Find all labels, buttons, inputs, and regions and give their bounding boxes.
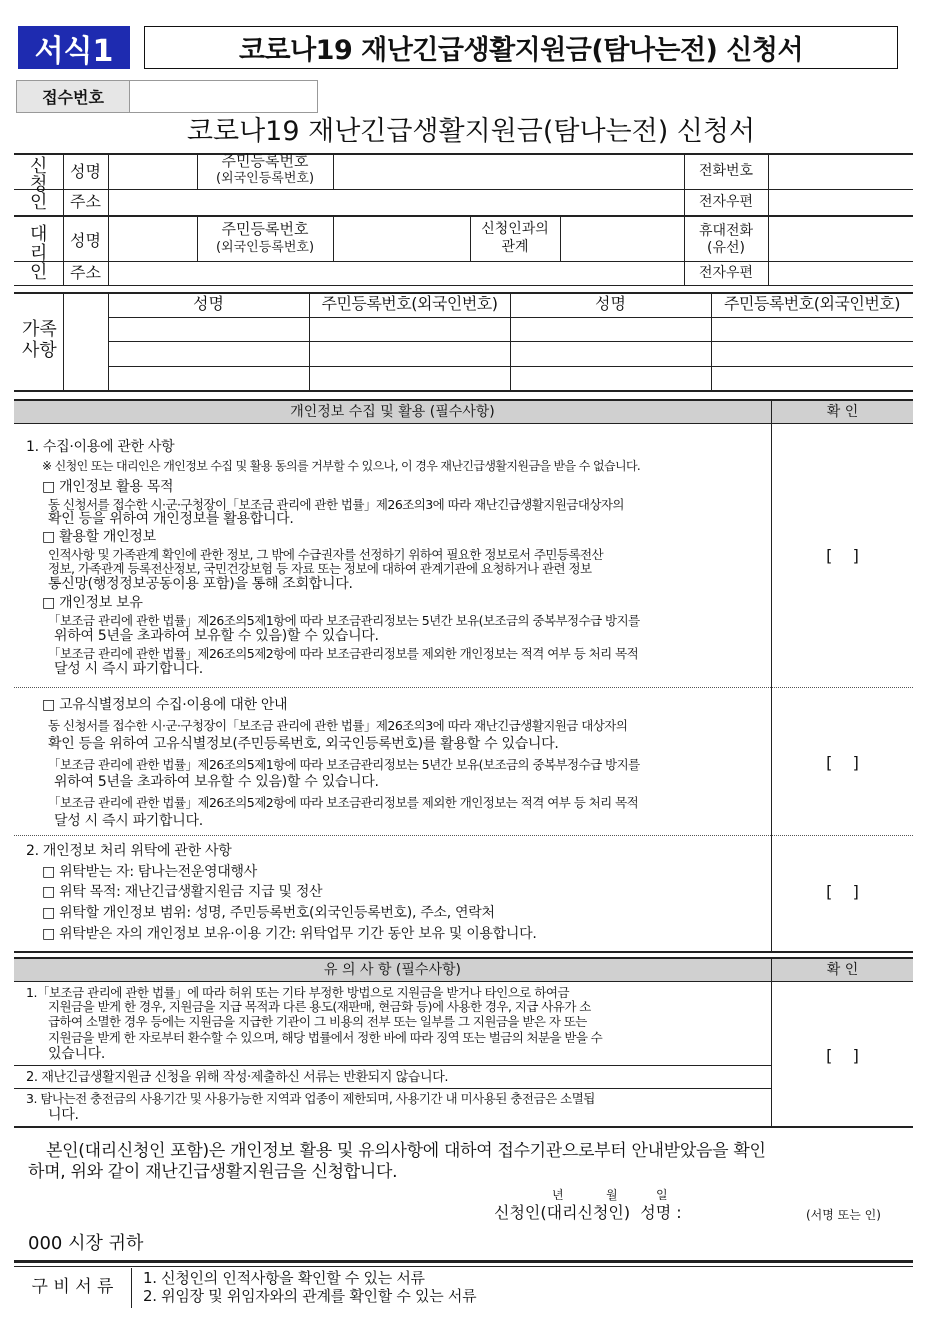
proxy-rrn-field[interactable] <box>334 217 470 261</box>
proxy-email-label: 전자우편 <box>698 265 754 281</box>
privacy-confirm-checkbox-3[interactable]: [ ] <box>826 882 859 901</box>
privacy-confirm-checkbox-2[interactable]: [ ] <box>826 753 859 772</box>
proxy-relation-label-2: 관계 <box>501 239 529 255</box>
proxy-section-char-2: 리 <box>30 243 48 264</box>
docs-label: 구 비 서 류 <box>31 1277 114 1297</box>
date-month-label: 월 <box>606 1188 618 1202</box>
title-box <box>144 26 898 69</box>
family-row-3-rrn-1[interactable] <box>310 367 510 390</box>
privacy-purpose-line-2: 확인 등을 위하여 개인정보를 활용합니다. <box>48 511 294 527</box>
receipt-label: 접수번호 <box>42 88 104 107</box>
form-label-text: 서식1 <box>34 33 114 69</box>
proxy-section-char-1: 대 <box>30 224 48 245</box>
family-row-1-rrn-1[interactable] <box>310 318 510 341</box>
notice-3-line-1: 3. 탐나는전 충전금의 사용기간 및 사용가능한 지역과 업종이 제한되며, 사용기간 내 미사용된 충전금은 소멸됩 <box>26 1091 595 1106</box>
privacy-s2-item-2: □ 위탁 목적: 재난긴급생활지원금 지급 및 정산 <box>42 884 323 900</box>
applicant-rrn-field[interactable] <box>334 155 684 189</box>
proxy-email-field[interactable] <box>769 262 913 285</box>
applicant-rrn-label: 주민등록번호 <box>221 152 309 170</box>
privacy-confirm-checkbox-1[interactable]: [ ] <box>826 546 859 565</box>
privacy-purpose-title: □ 개인정보 활용 목적 <box>42 479 174 495</box>
proxy-address-label: 주소 <box>70 263 101 282</box>
family-row-1-name-1[interactable] <box>109 318 309 341</box>
family-row-3-name-1[interactable] <box>109 367 309 390</box>
proxy-rrn-label: 주민등록번호 <box>221 220 309 238</box>
family-row-1-rrn-2[interactable] <box>712 318 913 341</box>
family-row-2-rrn-1[interactable] <box>310 342 510 366</box>
privacy-uid-line-1: 동 신청서를 접수한 시·군·구청장이「보조금 관리에 관한 법률」제26조의3에 따라 재난긴급생활지원금 대상자의 <box>48 718 628 733</box>
privacy-s2-item-4: □ 위탁받은 자의 개인정보 보유·이용 기간: 위탁업무 기간 동안 보유 및 이용합니다. <box>42 926 537 942</box>
family-row-3-name-2[interactable] <box>511 367 711 390</box>
privacy-s2-title: 2. 개인정보 처리 위탁에 관한 사항 <box>26 843 232 859</box>
privacy-header-label: 개인정보 수집 및 활용 (필수사항) <box>290 404 495 420</box>
applicant-email-field[interactable] <box>769 190 913 215</box>
signer-label: 신청인(대리신청인) 성명 : <box>494 1203 682 1222</box>
privacy-uid-line-6: 달성 시 즉시 파기합니다. <box>54 813 203 829</box>
applicant-name-label: 성명 <box>70 162 101 181</box>
page-title: 코로나19 재난긴급생활지원금(탐나는전) 신청서 <box>186 116 756 147</box>
family-row-3-rrn-2[interactable] <box>712 367 913 390</box>
proxy-name-label: 성명 <box>70 231 101 250</box>
signature-note: (서명 또는 인) <box>806 1208 881 1222</box>
privacy-retention-line-2: 위하여 5년을 초과하여 보유할 수 있음)할 수 있습니다. <box>54 628 379 644</box>
family-col-name-2: 성명 <box>595 294 626 313</box>
privacy-confirm-header: 확 인 <box>826 404 859 420</box>
notice-1-line-4: 지원금을 받게 한 자로부터 환수할 수 있으며, 해당 법률에서 정한 바에 따라 징역 또는 벌금의 처분을 받을 수 <box>48 1030 603 1045</box>
declaration-line-1: 본인(대리신청인 포함)은 개인정보 활용 및 유의사항에 대하여 접수기관으로부터 안내받았음을 확인 <box>46 1141 766 1161</box>
receipt-number-field[interactable] <box>130 81 317 112</box>
privacy-items-line-3: 통신망(행정정보공동이용 포함)을 통해 조회합니다. <box>48 576 353 592</box>
title-box-text: 코로나19 재난긴급생활지원금(탐나는전) 신청서 <box>238 35 804 66</box>
family-col-rrn-1: 주민등록번호(외국인번호) <box>321 294 498 313</box>
privacy-s2-item-3: □ 위탁할 개인정보 범위: 성명, 주민등록번호(외국인등록번호), 주소, 연락처 <box>42 905 495 921</box>
signer-name-field[interactable] <box>714 1202 802 1224</box>
notice-confirm-header: 확 인 <box>826 962 859 978</box>
family-row-1-name-2[interactable] <box>511 318 711 341</box>
privacy-uid-line-2: 확인 등을 위하여 고유식별정보(주민등록번호, 외국인등록번호)를 활용할 수 있습니다. <box>48 736 559 752</box>
notice-1-line-2: 지원금을 받게 한 경우, 지원금을 지급 목적과 다른 용도(재판매, 현금화 등)에 사용한 경우, 지급 사유가 소 <box>48 999 591 1014</box>
date-year-label: 년 <box>552 1188 564 1202</box>
proxy-rrn-sublabel: (외국인등록번호) <box>215 240 315 255</box>
notice-1-line-1: 1.「보조금 관리에 관한 법률」에 따라 허위 또는 기타 부정한 방법으로 지원금을 받거나 타인으로 하여금 <box>26 985 570 1000</box>
notice-1-line-5: 있습니다. <box>48 1046 106 1062</box>
receipt-label-cell <box>17 81 130 112</box>
privacy-items-line-1: 인적사항 및 가족관계 확인에 관한 정보, 그 밖에 수급권자를 선정하기 위하여 필요한 정보로서 주민등록전산 <box>48 547 604 562</box>
privacy-uid-line-4: 위하여 5년을 초과하여 보유할 수 있음)할 수 있습니다. <box>54 774 379 790</box>
applicant-email-label: 전자우편 <box>698 194 754 210</box>
receipt-number-box <box>16 80 318 113</box>
family-row-2-name-2[interactable] <box>511 342 711 366</box>
applicant-phone-label: 전화번호 <box>698 163 754 179</box>
privacy-items-title: □ 활용할 개인정보 <box>42 529 156 545</box>
family-section-label-2: 사항 <box>22 340 57 361</box>
family-row-2-rrn-2[interactable] <box>712 342 913 366</box>
privacy-s2-item-1: □ 위탁받는 자: 탐나는전운영대행사 <box>42 864 257 880</box>
family-col-rrn-2: 주민등록번호(외국인번호) <box>723 294 900 313</box>
proxy-section-char-3: 인 <box>30 262 48 283</box>
applicant-name-field[interactable] <box>109 155 197 189</box>
proxy-relation-label-1: 신청인과의 <box>481 221 549 237</box>
privacy-uid-line-5: 「보조금 관리에 관한 법률」제26조의5제2항에 따라 보조금관리정보를 제외한 개인정보는 적격 여부 등 처리 목적 <box>48 795 639 810</box>
notice-confirm-checkbox[interactable]: [ ] <box>826 1046 859 1065</box>
privacy-s1-note: ※ 신청인 또는 대리인은 개인정보 수집 및 활용 동의를 거부할 수 있으나, 이 경우 재난긴급생활지원금을 받을 수 없습니다. <box>42 459 641 473</box>
family-row-2-name-1[interactable] <box>109 342 309 366</box>
notice-3-line-2: 니다. <box>48 1107 79 1123</box>
proxy-mobile-field[interactable] <box>769 217 913 261</box>
proxy-mobile-label-1: 휴대전화 <box>698 223 754 239</box>
docs-item-1: 1. 신청인의 인적사항을 확인할 수 있는 서류 <box>143 1269 425 1287</box>
date-day-label: 일 <box>656 1188 668 1202</box>
privacy-uid-title: □ 고유식별정보의 수집·이용에 대한 안내 <box>42 697 288 713</box>
applicant-section-char-2: 청 <box>30 174 48 195</box>
privacy-items-line-2: 정보, 가족관계 등록전산정보, 국민건강보험 등 자료 또는 정보에 대하여 관계기관에 요청하거나 관련 정보 <box>48 561 592 576</box>
addressee: 000 시장 귀하 <box>28 1233 144 1254</box>
declaration-line-2: 하며, 위와 같이 재난긴급생활지원금을 신청합니다. <box>28 1162 398 1182</box>
notice-1-line-3: 급하여 소멸한 경우 등에는 지원금을 지급한 기관이 그 비용의 전부 또는 일부를 그 지원금을 받은 자 또는 <box>48 1014 587 1029</box>
proxy-mobile-label-2: (유선) <box>707 240 745 256</box>
privacy-uid-line-3: 「보조금 관리에 관한 법률」제26조의5제1항에 따라 보조금관리정보는 5년간 보유(보조금의 중복부정수급 방지를 <box>48 757 640 772</box>
docs-item-2: 2. 위임장 및 위임자와의 관계를 확인할 수 있는 서류 <box>143 1287 477 1305</box>
notice-2: 2. 재난긴급생활지원금 신청을 위해 작성·제출하신 서류는 반환되지 않습니다. <box>26 1070 449 1085</box>
privacy-s1-title: 1. 수집·이용에 관한 사항 <box>26 439 175 455</box>
proxy-name-field[interactable] <box>109 217 197 261</box>
applicant-rrn-sublabel: (외국인등록번호) <box>215 171 315 186</box>
privacy-retention-line-4: 달성 시 즉시 파기합니다. <box>54 661 203 677</box>
applicant-section-char-3: 인 <box>30 192 48 213</box>
notice-header-label: 유 의 사 항 (필수사항) <box>324 962 461 978</box>
proxy-relation-field[interactable] <box>561 217 684 261</box>
privacy-retention-line-1: 「보조금 관리에 관한 법률」제26조의5제1항에 따라 보조금관리정보는 5년간 보유(보조금의 중복부정수급 방지를 <box>48 613 640 628</box>
privacy-retention-title: □ 개인정보 보유 <box>42 595 143 611</box>
privacy-purpose-line-1: 동 신청서를 접수한 시·군·구청장이「보조금 관리에 관한 법률」제26조의3에 따라 재난긴급생활지원금대상자의 <box>48 497 624 512</box>
applicant-section-char-1: 신 <box>30 156 48 177</box>
family-col-name-1: 성명 <box>193 294 224 313</box>
proxy-address-field[interactable] <box>109 262 684 285</box>
family-section-label-1: 가족 <box>22 319 57 340</box>
form-label <box>18 26 130 69</box>
applicant-address-label: 주소 <box>70 192 101 211</box>
applicant-address-field[interactable] <box>109 190 684 215</box>
applicant-phone-field[interactable] <box>769 155 913 189</box>
privacy-retention-line-3: 「보조금 관리에 관한 법률」제26조의5제2항에 따라 보조금관리정보를 제외한 개인정보는 적격 여부 등 처리 목적 <box>48 646 639 661</box>
